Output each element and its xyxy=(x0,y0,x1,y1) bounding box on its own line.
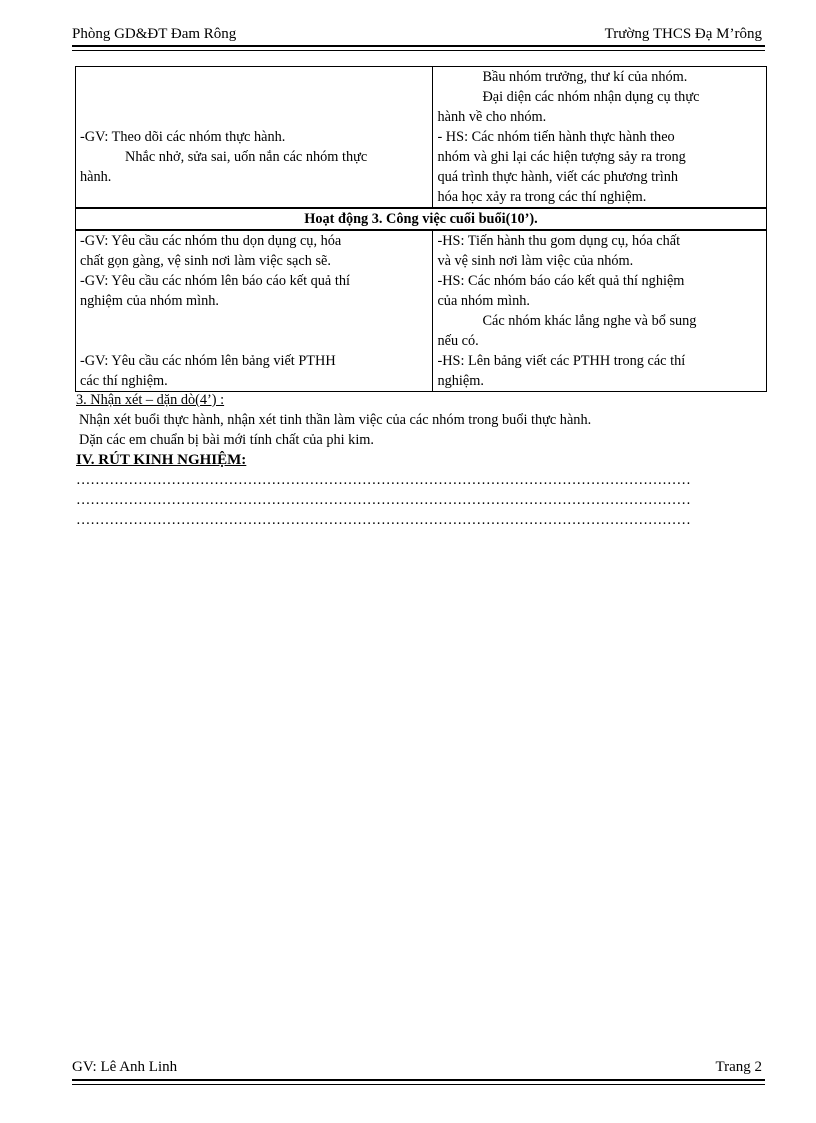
spacer xyxy=(80,67,428,87)
text-line: -GV: Yêu cầu các nhóm thu dọn dụng cụ, hóa xyxy=(80,233,342,249)
table-row xyxy=(76,208,767,230)
closing-section xyxy=(76,390,766,530)
student-activity-cell xyxy=(433,67,767,209)
review-paragraph: Nhận xét buổi thực hành, nhận xét tinh thần làm việc của các nhóm trong buổi thực hành. xyxy=(79,412,592,428)
dotted-line: ………………………………………………………………………………………………………………… xyxy=(76,472,691,488)
table-row xyxy=(76,67,767,209)
teacher-activity-cell xyxy=(76,230,433,392)
spacer xyxy=(80,331,428,351)
text-line: Đại diện các nhóm nhận dụng cụ thực xyxy=(482,89,700,105)
dotted-line: ………………………………………………………………………………………………………………… xyxy=(76,512,691,528)
text-line: -GV: Yêu cầu các nhóm lên bảng viết PTHH xyxy=(80,353,336,369)
text-line: các thí nghiệm. xyxy=(80,373,168,389)
section-title: Hoạt động 3. Công việc cuối buổi(10’). xyxy=(76,208,767,230)
spacer xyxy=(80,311,428,331)
text-line: nghiệm của nhóm mình. xyxy=(80,293,219,309)
text-line: Nhắc nhở, sửa sai, uốn nắn các nhóm thực xyxy=(125,149,368,165)
text-line: và vệ sinh nơi làm việc của nhóm. xyxy=(437,253,634,269)
footer-divider xyxy=(72,1079,765,1085)
text-line: nhóm và ghi lại các hiện tượng sảy ra trong xyxy=(437,149,686,165)
dotted-line: ………………………………………………………………………………………………………………… xyxy=(76,492,691,508)
text-line: -HS: Các nhóm báo cáo kết quả thí nghiệm xyxy=(437,273,685,289)
text-line: Bầu nhóm trưởng, thư kí của nhóm. xyxy=(482,69,688,85)
text-line: hóa học xảy ra trong các thí nghiệm. xyxy=(437,189,647,205)
lessons-learned-heading: IV. RÚT KINH NGHIỆM: xyxy=(76,452,247,468)
text-line: - HS: Các nhóm tiến hành thực hành theo xyxy=(437,129,675,145)
table-row xyxy=(76,230,767,392)
page-header xyxy=(72,24,762,46)
text-line: Các nhóm khác lắng nghe và bổ sung xyxy=(482,313,697,329)
header-divider xyxy=(72,45,765,51)
text-line: -GV: Yêu cầu các nhóm lên báo cáo kết quả thí xyxy=(80,273,350,289)
text-line: chất gọn gàng, vệ sinh nơi làm việc sạch sẽ. xyxy=(80,253,331,269)
text-line: -GV: Theo dõi các nhóm thực hành. xyxy=(80,129,286,145)
text-line: nếu có. xyxy=(437,333,479,349)
spacer xyxy=(80,107,428,127)
page-number: Trang 2 xyxy=(715,1059,762,1075)
text-line: của nhóm mình. xyxy=(437,293,530,309)
text-line: nghiệm. xyxy=(437,373,484,389)
header-department: Phòng GD&ĐT Đam Rông xyxy=(72,26,237,42)
text-line: hành. xyxy=(80,169,112,185)
student-activity-cell xyxy=(433,230,767,392)
header-school: Trường THCS Đạ M’rông xyxy=(604,26,762,42)
text-line: quá trình thực hành, viết các phương trình xyxy=(437,169,679,185)
text-line: -HS: Tiến hành thu gom dụng cụ, hóa chất xyxy=(437,233,681,249)
text-line: -HS: Lên bảng viết các PTHH trong các thí xyxy=(437,353,686,369)
lesson-table xyxy=(75,66,767,392)
teacher-activity-cell xyxy=(76,67,433,209)
footer-teacher: GV: Lê Anh Linh xyxy=(72,1059,178,1075)
page-footer xyxy=(72,1058,762,1080)
spacer xyxy=(80,87,428,107)
homework-paragraph: Dặn các em chuẩn bị bài mới tính chất của phi kim. xyxy=(79,432,374,448)
text-line: hành về cho nhóm. xyxy=(437,109,547,125)
review-subheading: 3. Nhận xét – dặn dò(4’) : xyxy=(76,392,225,408)
